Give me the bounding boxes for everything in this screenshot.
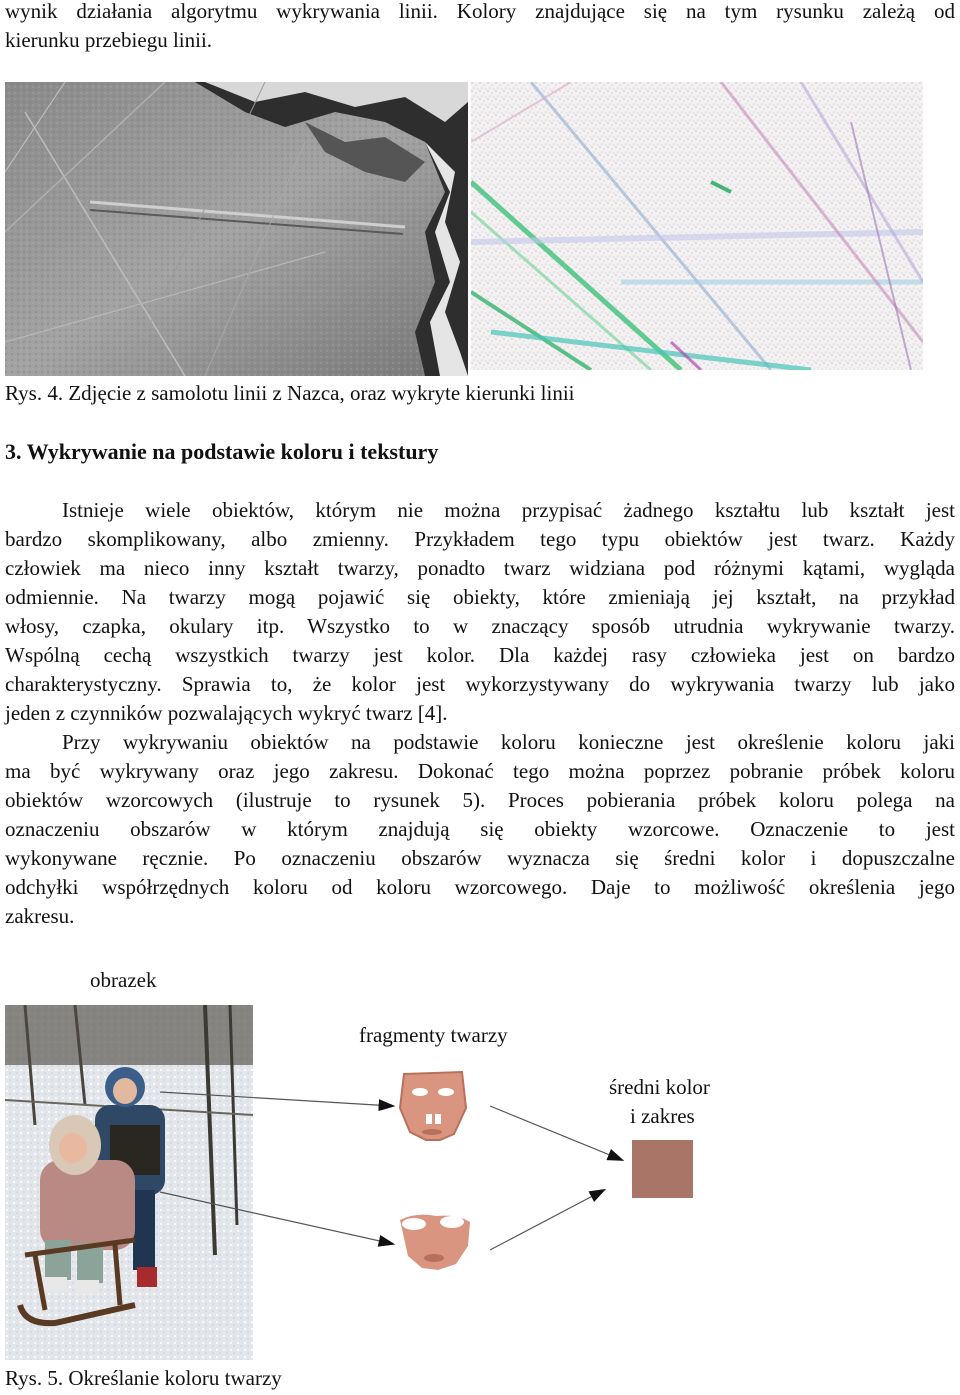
arrow-photo-to-fragment-2 — [160, 1192, 393, 1244]
paragraph-1-line-1: Istnieje wiele obiektów, którym nie można przypisać żadnego kształtu lub kształt jest — [62, 498, 955, 522]
figure-4-caption: Rys. 4. Zdjęcie z samolotu linii z Nazca, oraz wykryte kierunki linii — [5, 381, 575, 405]
paragraph-2-line-7: zakresu. — [5, 904, 75, 928]
arrow-photo-to-fragment-1 — [160, 1092, 393, 1106]
paragraph-2-line-5: wykonywane ręcznie. Po oznaczeniu obszarów wyznacza się średni kolor i dopuszczalne — [5, 846, 955, 870]
figure-5-caption: Rys. 5. Określanie koloru twarzy — [5, 1366, 282, 1390]
paragraph-1-line-5: włosy, czapka, okulary itp. Wszystko to w znaczący sposób utrudnia wykrywanie twarzy. — [5, 614, 955, 638]
label-image: obrazek — [90, 968, 157, 992]
paragraph-1-line-3: człowiek ma nieco inny kształt twarzy, ponadto twarz widziana pod różnymi kątami, wygląda — [5, 556, 955, 580]
intro-line-1: wynik działania algorytmu wykrywania linii. Kolory znajdujące się na tym rysunku zależą od — [5, 0, 955, 23]
label-mean-color-line-2: i zakres — [630, 1104, 695, 1128]
arrow-fragment-1-to-swatch — [490, 1106, 622, 1160]
paragraph-2-line-3: obiektów wzorcowych (ilustruje to rysunek 5). Proces pobierania próbek koloru polega na — [5, 788, 955, 812]
paragraph-1-line-8: jeden z czynników pozwalających wykryć twarz [4]. — [5, 701, 448, 725]
intro-line-2: kierunku przebiegu linii. — [5, 28, 213, 52]
arrow-fragment-2-to-swatch — [490, 1190, 604, 1250]
label-face-fragments: fragmenty twarzy — [359, 1023, 508, 1047]
paragraph-1-line-6: Wspólną cechą wszystkich twarzy jest kolor. Dla każdej rasy człowieka jest on bardzo — [5, 643, 955, 667]
paragraph-2-line-1: Przy wykrywaniu obiektów na podstawie koloru konieczne jest określenie koloru jaki — [62, 730, 955, 754]
paragraph-2-line-4: oznaczeniu obszarów w którym znajdują się obiekty wzorcowe. Oznaczenie to jest — [5, 817, 955, 841]
label-mean-color-line-1: średni kolor — [609, 1075, 710, 1099]
section-3-heading: 3. Wykrywanie na podstawie koloru i tekstury — [5, 439, 439, 464]
paragraph-2-line-6: odchyłki współrzędnych koloru od koloru wzorcowego. Daje to możliwość określenia jego — [5, 875, 955, 899]
paragraph-1-line-7: charakterystyczny. Sprawia to, że kolor jest wykorzystywany do wykrywania twarzy lub jako — [5, 672, 955, 696]
paragraph-2-line-2: ma być wykrywany oraz jego zakresu. Dokonać tego można poprzez pobranie próbek koloru — [5, 759, 955, 783]
paragraph-1-line-2: bardzo skomplikowany, albo zmienny. Przykładem tego typu obiektów jest twarz. Każdy — [5, 527, 955, 551]
paragraph-1-line-4: odmiennie. Na twarzy mogą pojawić się obiekty, które zmieniają jej kształt, na przykład — [5, 585, 955, 609]
